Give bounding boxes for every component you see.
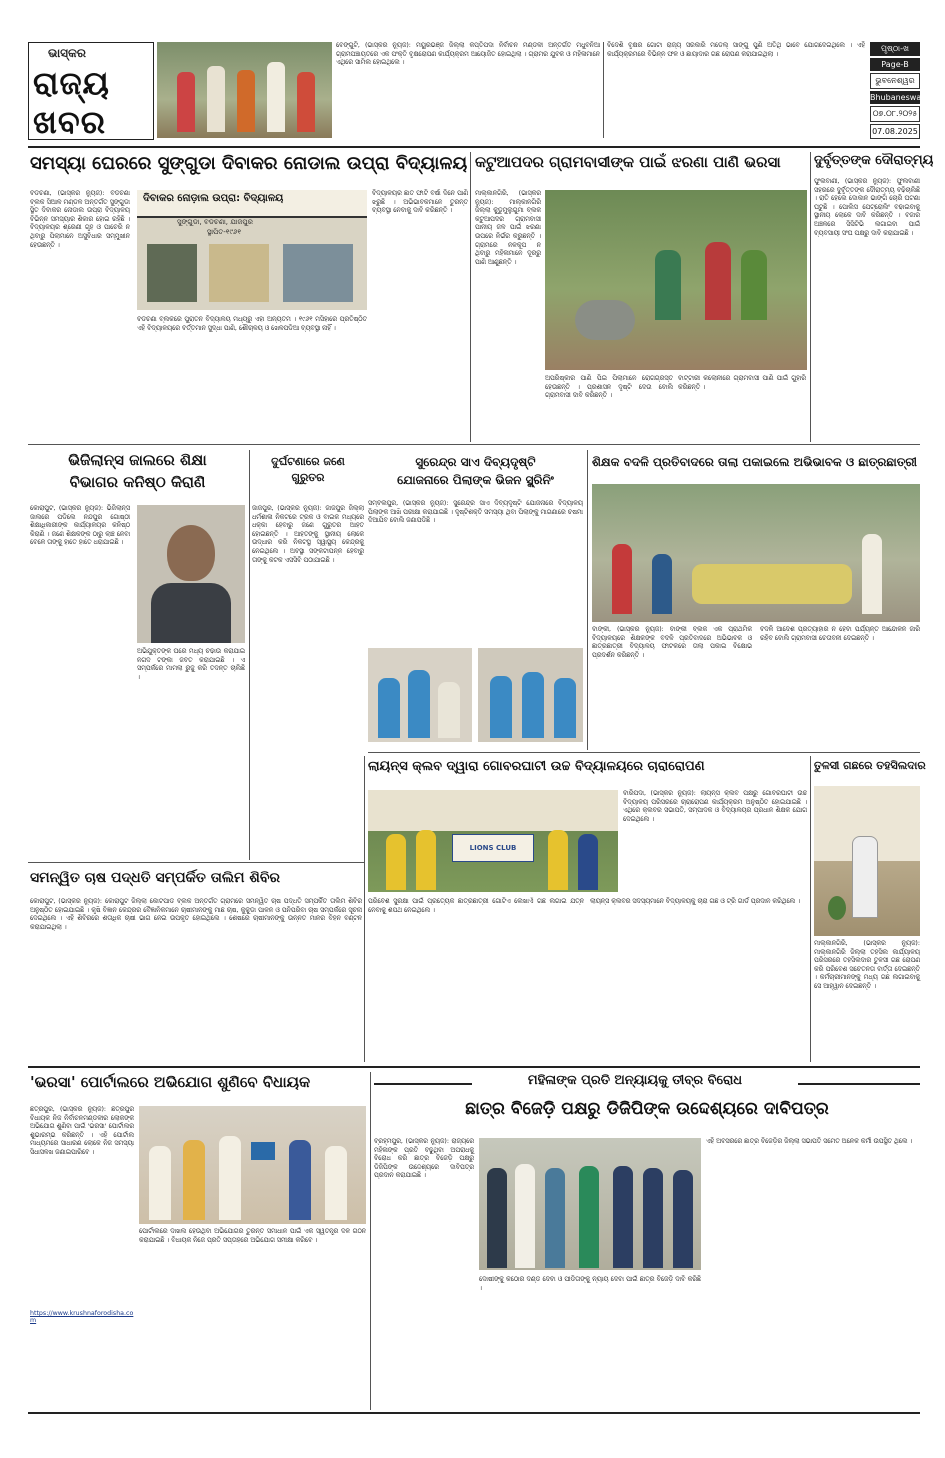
column-rule bbox=[370, 1072, 371, 1410]
article11-col1: ଛତ୍ରପୁର, (ଭାସ୍କର ନ୍ୟୁଜ): ଛତ୍ରପୁର ବିଧାୟକ ନିଜ ନିର୍ବାଚନମଣ୍ଡଳୀର ଲୋକଙ୍କ ଅଭିଯୋଗ ଶୁଣିବା ପାଇଁ 'ଭରସା' ପୋର୍ଟାଲର ଶୁଭାରମ୍ଭ କରିଛନ୍ତି । ଏହି ପୋର୍ଟାଲ ମାଧ୍ୟମରେ ସାଧାରଣ ଲୋକେ ନିଜ ସମସ୍ୟା ସିଧାସଳଖ ଜଣାଇପାରିବେ । bbox=[30, 1106, 134, 1156]
section-rule bbox=[28, 146, 920, 148]
city-en: Bhubaneswar bbox=[870, 93, 925, 102]
signboard-title: ଦିବାକର ନୋଡ଼ାଲ ଉପ୍ରା: ବିଦ୍ୟାଳୟ bbox=[143, 193, 284, 204]
page-label-en: Page-B bbox=[870, 58, 920, 71]
article3-text: ଫୁଲବାଣୀ, (ଭାସ୍କର ନ୍ୟୁଜ): ଫୁଲବାଣୀ ସହରରେ ଦୁର୍ବୃତ୍ତଙ୍କ ଦୌରାତ୍ମ୍ୟ ବଢିଚାଲିଛି । ରାତି ହେଲେ ଦୋକାନ ଭାଙ୍ଗି ଚୋରି ଘଟଣା ଘଟୁଛି । ପୋଲିସ ପେଟ୍ରୋଲିଂ ବଢାଇବାକୁ ସ୍ଥାନୀୟ ଲୋକେ ଦାବି କରିଛନ୍ତି । ବଜାର ଅଞ୍ଚଳରେ ସିସିଟିଭି ଲଗାଇବା ପାଇଁ ବ୍ୟବସାୟୀ ସଂଘ ପକ୍ଷରୁ ଦାବି କରାଯାଇଛି । bbox=[814, 178, 920, 237]
article6-headline-line2: ଯୋଜନାରେ ପିଲାଙ୍କ ଭିଜନ ସ୍କ୍ରିନିଂ bbox=[397, 473, 554, 487]
article12-headline: ଛାତ୍ର ବିଜେଡ଼ି ପକ୍ଷରୁ ଡିଜିପିଙ୍କ ଉଦ୍ଦେଶ୍ୟରେ ଦାବିପତ୍ର bbox=[465, 1099, 829, 1119]
date-en: 07.08.2025 bbox=[870, 124, 920, 139]
article7-col1: ବାଙ୍କୀ, (ଭାସ୍କର ନ୍ୟୁଜ): ବାଙ୍କୀ ବ୍ଲକ ଏକ ପ୍ରାଥମିକ ବିଦ୍ୟାଳୟରେ ଶିକ୍ଷକଙ୍କ ବଦଳି ପ୍ରତିବାଦରେ ଅଭିଭାବକ ଓ ଛାତ୍ରଛାତ୍ରୀ ବିଦ୍ୟାଳୟ ଫାଟକରେ ତାଲା ପକାଇ ବିକ୍ଷୋଭ ପ୍ରଦର୍ଶନ କରିଛନ୍ତି । bbox=[592, 626, 752, 659]
article11-col2: ପୋର୍ଟାଲରେ ଦାଖଲ ହେଉଥିବା ଅଭିଯୋଗର ତୁରନ୍ତ ସମାଧାନ ପାଇଁ ଏକ ସ୍ୱତନ୍ତ୍ର ଦଳ ଗଠନ କରାଯାଇଛି । ବିଧାୟକ ନିଜେ ପ୍ରତି ସପ୍ତାହରେ ଅଭିଯୋଗ ସମୀକ୍ଷା କରିବେ । bbox=[139, 1228, 366, 1244]
masthead-section-line1: ରାଜ୍ୟ bbox=[33, 64, 110, 102]
kicker-rule-right bbox=[798, 1083, 920, 1085]
article9-headline: ତୁଳସୀ ଗଛରେ ତହସିଲଦାର bbox=[814, 759, 926, 772]
column-rule bbox=[810, 756, 811, 1062]
bharasa-portal-link[interactable]: https://www.krushnaforodisha.com bbox=[30, 1310, 134, 1324]
column-rule bbox=[364, 756, 365, 1062]
article4-headline-line1: ଭିଜିଲାନ୍ସ ଜାଲରେ ଶିକ୍ଷା bbox=[68, 451, 207, 469]
article1-headline: ସମସ୍ୟା ଘେରରେ ସୁଙ୍ଗୁଡା ଦିବାକର ନୋଡାଲ ଉପ୍ରା ବିଦ୍ୟାଳୟ bbox=[30, 153, 468, 174]
article6-text: ସମ୍ବଲପୁର, (ଭାସ୍କର ନ୍ୟୁଜ): ସୁରେନ୍ଦ୍ର ସାଏ ଦିବ୍ୟଦୃଷ୍ଟି ଯୋଜନାରେ ବିଦ୍ୟାଳୟ ପିଲାଙ୍କ ଆଖି ପରୀକ୍ଷା କରାଯାଇଛି । ଦୃଷ୍ଟିଶକ୍ତି ସମସ୍ୟା ଥିବା ପିଲାଙ୍କୁ ମାଗଣାରେ ଚଷମା ଦିଆଯିବ ବୋଲି ଜଣାପଡିଛି । bbox=[368, 500, 583, 525]
article7-col2: ବଦଳି ଆଦେଶ ପ୍ରତ୍ୟାହାର ନ ହେବା ପର୍ଯ୍ୟନ୍ତ ଆନ୍ଦୋଳନ ଜାରି ରହିବ ବୋଲି ଗ୍ରାମବାସୀ ଚେତାବନୀ ଦେଇଛନ୍ତି । bbox=[760, 626, 920, 642]
article5-headline-line2: ଗୁରୁତର bbox=[291, 471, 325, 484]
article4-col2: ଅଭିଯୁକ୍ତଙ୍କ ଘରେ ମଧ୍ୟ ଚଢାଉ କରାଯାଇ ନଗଦ ଟଙ୍କା ଜବତ କରାଯାଇଛି । ଏ ସମ୍ପର୍କରେ ମାମଲା ରୁଜୁ କରି ତଦନ୍ତ ଚାଲିଛି । bbox=[137, 648, 245, 681]
column-rule bbox=[603, 42, 604, 138]
article1-col2: ବଡଚଣା ବ୍ଲକରେ ପୁରାତନ ବିଦ୍ୟାଳୟ ମଧ୍ୟରୁ ଏହା ଅନ୍ୟତମ । ୧୯୬୧ ମସିହାରେ ପ୍ରତିଷ୍ଠିତ ଏହି ବିଦ୍ୟାଳୟରେ ବର୍ତ୍ତମାନ ସୁଦ୍ଧା ପାଣି, ଶୌଚାଳୟ ଓ ଖେଳପଡିଆ ବ୍ୟବସ୍ଥା ନାହିଁ । bbox=[137, 316, 367, 332]
vision-screening-photo-right bbox=[478, 648, 583, 742]
kicker-rule-left bbox=[374, 1083, 472, 1085]
masthead-brand: ଭାସ୍କର bbox=[48, 46, 86, 60]
article2-col3: ବାଟ୍ଟାରୀ କଲୋନୀରେ ଗ୍ରାମବାସୀ ପାଣି ପାଇଁ ଗୁହାରି କରିଛନ୍ତି । bbox=[678, 375, 806, 391]
top-strip-col2: ବିଦେଶି ବୃକ୍ଷର ଗୋଟା ରାଜ୍ୟ ସରକାରି ମଡେଲ୍ ସାଙ୍ଗୁ ପୁଣି ଅତିଥି ଭାବେ ଯୋଗଦେଇଥିଲେ । ଏହି କାର୍ଯ୍ୟକ୍ରମରେ ବିଭିନ୍ନ ଫଳ ଓ ଛାୟାଦାର ଗଛ ରୋପଣ କରାଯାଇଥିଲା । bbox=[607, 42, 865, 58]
women-fetching-water-photo bbox=[545, 190, 807, 370]
article2-headline: କଟୁଆପଦର ଗ୍ରାମବାସୀଙ୍କ ପାଇଁ ଝରଣା ପାଣି ଭରସା bbox=[475, 153, 781, 171]
article3-headline: ଦୁର୍ବୃତ୍ତଙ୍କ ଦୌରାତ୍ମ୍ୟ bbox=[814, 153, 934, 168]
signboard-subtitle: ସୁଙ୍ଗୁଡା, ବଡଚଣା, ଯାଜପୁର bbox=[177, 218, 253, 226]
article11-headline: 'ଭରସା' ପୋର୍ଟାଲରେ ଅଭିଯୋଗ ଶୁଣିବେ ବିଧାୟକ bbox=[30, 1073, 311, 1091]
page-info bbox=[870, 42, 925, 141]
article7-headline: ଶିକ୍ଷକ ବଦଳି ପ୍ରତିବାଦରେ ତାଲା ପକାଇଲେ ଅଭିଭାବକ ଓ ଛାତ୍ରଛାତ୍ରୀ bbox=[592, 455, 917, 469]
tree-planting-photo bbox=[157, 42, 332, 138]
article8-col3: ଲାୟନ୍ସ କ୍ଲବର ସଦସ୍ୟମାନେ ବିଦ୍ୟାଳୟକୁ ଚାରା ଗଛ ଓ ଟ୍ରି ଗାର୍ଡ ପ୍ରଦାନ କରିଥିଲେ । bbox=[590, 898, 800, 905]
article8-headline: ଲାୟନ୍ସ କ୍ଲବ ଦ୍ୱାରା ଗୋବରଘାଟୀ ଉଚ୍ଚ ବିଦ୍ୟାଳୟରେ ଚାରାରୋପଣ bbox=[368, 759, 705, 774]
tahasildar-planting-photo bbox=[814, 786, 920, 936]
article6-headline-line1: ସୁରେନ୍ଦ୍ର ସାଏ ଦିବ୍ୟଦୃଷ୍ଟି bbox=[415, 455, 536, 469]
article8-col2: ପରିବେଶ ସୁରକ୍ଷା ପାଇଁ ପ୍ରତ୍ୟେକ ଛାତ୍ରଛାତ୍ରୀ ଗୋଟିଏ ଲେଖାଏଁ ଗଛ ଲଗାଇ ଯତ୍ନ ନେବାକୁ ଶପଥ ନେଇଥିଲେ । bbox=[368, 898, 584, 914]
city-or: ଭୁବନେଶ୍ୱର bbox=[870, 73, 920, 89]
section-rule bbox=[28, 444, 920, 445]
article4-col1: କୋରାପୁଟ, (ଭାସ୍କର ନ୍ୟୁଜ): ଭିଜିଲାନ୍ସ ଜାଲରେ ପଡିଲେ ନନ୍ଦପୁର ଗୋଷ୍ଠୀ ଶିକ୍ଷାଧିକାରୀଙ୍କ କାର୍ଯ୍ୟାଳୟର କନିଷ୍ଠ କିରାଣି । ଜଣେ ଶିକ୍ଷକଙ୍କ ଠାରୁ ଲାଞ୍ଚ ନେବା ବେଳେ ତାଙ୍କୁ ହାତେ ହାତେ ଧରାଯାଇଛି । bbox=[30, 505, 130, 547]
article12-kicker: ମହିଳାଙ୍କ ପ୍ରତି ଅନ୍ୟାୟକୁ ତୀବ୍ର ବିରୋଧ bbox=[527, 1073, 743, 1088]
article5-text: ଜାଜପୁର, (ଭାସ୍କର ନ୍ୟୁଜ): ଜାଜପୁର ଜିଲ୍ଲା ଧର୍ମଶାଳା ନିକଟରେ ଟ୍ରକ ଓ ବାଇକ ମଧ୍ୟରେ ଧକ୍କା ହେବାରୁ ଜଣେ ଗୁରୁତର ଆହତ ହୋଇଛନ୍ତି । ଆହତଙ୍କୁ ସ୍ଥାନୀୟ ଲୋକେ ଉଦ୍ଧାର କରି ନିକଟସ୍ଥ ସ୍ୱାସ୍ଥ୍ୟ କେନ୍ଦ୍ରକୁ ନେଇଥିଲେ । ଅବସ୍ଥା ସଙ୍କଟାପନ୍ନ ହେବାରୁ ତାଙ୍କୁ କଟକ ଏସସିବି ପଠାଯାଇଛି । bbox=[252, 505, 364, 564]
date-or: ୦୭.୦୮.୨୦୨୫ bbox=[870, 106, 920, 122]
masthead-section-line2: ଖବର bbox=[33, 103, 107, 141]
column-rule bbox=[587, 450, 588, 750]
signboard-year: ସ୍ଥାପିତ-୧୯୬୧ bbox=[207, 228, 241, 236]
article5-headline-line1: ଦୁର୍ଘଟଣାରେ ଜଣେ bbox=[271, 455, 345, 468]
lions-club-plantation-photo bbox=[368, 790, 618, 892]
page-bottom-rule bbox=[28, 1412, 920, 1414]
school-protest-photo bbox=[592, 484, 920, 622]
page-label-or: ପୃଷ୍ଠା-ଖ bbox=[870, 42, 920, 56]
column-rule bbox=[810, 152, 811, 442]
article8-col1: ବାରିପଦା, (ଭାସ୍କର ନ୍ୟୁଜ): ଲାୟନ୍ସ କ୍ଲବ ପକ୍ଷରୁ ଗୋବରଘାଟୀ ଉଚ୍ଚ ବିଦ୍ୟାଳୟ ପରିସରରେ ଚାରାରୋପଣ କାର୍ଯ୍ୟକ୍ରମ ଅନୁଷ୍ଠିତ ହୋଇଯାଇଛି । ଏଥିରେ କ୍ଲବର ସଭାପତି, ସମ୍ପାଦକ ଓ ବିଦ୍ୟାଳୟର ପ୍ରଧାନ ଶିକ୍ଷକ ଯୋଗ ଦେଇଥିଲେ । bbox=[623, 790, 807, 823]
article2-col2: ଅପରିଷ୍କାର ପାଣି ପିଇ ପିଲାମାନେ ରୋଗଗ୍ରସ୍ତ ହେଉଛନ୍ତି । ପ୍ରଶାସନ ଦୃଷ୍ଟି ଦେଉ ବୋଲି ଗ୍ରାମବାସୀ ଦାବି କରିଛନ୍ତି । bbox=[545, 375, 673, 400]
column-rule bbox=[249, 450, 250, 860]
school-signboard-photo bbox=[137, 190, 367, 310]
section-rule bbox=[28, 862, 364, 863]
article12-col1: ବ୍ରହ୍ମପୁର, (ଭାସ୍କର ନ୍ୟୁଜ): ରାଜ୍ୟରେ ମହିଳାଙ୍କ ପ୍ରତି ବଢୁଥିବା ଅପରାଧକୁ ବିରୋଧ କରି ଛାତ୍ର ବିଜେଡ଼ି ପକ୍ଷରୁ ଡିଜିପିଙ୍କ ଉଦ୍ଦେଶ୍ୟରେ ଦାବିପତ୍ର ପ୍ରଦାନ କରାଯାଇଛି । bbox=[374, 1138, 474, 1180]
column-rule bbox=[470, 152, 471, 442]
article12-col3: ଏହି ଅବସରରେ ଛାତ୍ର ବିଜେଡ଼ିର ଜିଲ୍ଲା ସଭାପତି ସମେତ ଅନେକ କର୍ମୀ ଉପସ୍ଥିତ ଥିଲେ । bbox=[706, 1138, 913, 1145]
article12-col2: ଦୋଷୀଙ୍କୁ କଠୋର ଦଣ୍ଡ ଦେବା ଓ ପୀଡିତାଙ୍କୁ ନ୍ୟାୟ ଦେବା ପାଇଁ ଛାତ୍ର ବିଜେଡ଼ି ଦାବି କରିଛି । bbox=[479, 1276, 701, 1292]
article1-col3: ବିଦ୍ୟାଳୟର ଛାତ ଫାଟି ବର୍ଷା ଦିନେ ପାଣି ଝରୁଛି । ଅଭିଭାବକମାନେ ତୁରନ୍ତ ବ୍ୟବସ୍ଥା ନେବାକୁ ଦାବି କରିଛନ୍ତି । bbox=[372, 190, 468, 215]
article10-text: କୋରାପୁଟ, (ଭାସ୍କର ନ୍ୟୁଜ): କୋରାପୁଟ ଜିଲ୍ଲା କୋଟପାଡ ବ୍ଲକ ଅନ୍ତର୍ଗତ ଗ୍ରାମରେ ସମନ୍ୱିତ ଚାଷ ପଦ୍ଧତି ସମ୍ପର୍କିତ ତାଲିମ ଶିବିର ଅନୁଷ୍ଠିତ ହୋଇଯାଇଛି । କୃଷି ବିଜ୍ଞାନ କେନ୍ଦ୍ରର ବୈଜ୍ଞାନିକମାନେ ଚାଷୀମାନଙ୍କୁ ମାଛ ଚାଷ, କୁକୁଡା ପାଳନ ଓ ପନିପରିବା ଚାଷ ସମ୍ପର୍କରେ ସୂଚନା ଦେଇଥିଲେ । ଏହି ଶିବିରରେ ଶତାଧିକ ଚାଷୀ ଭାଗ ନେଇ ଉପକୃତ ହୋଇଥିଲେ । ଶେଷରେ ଚାଷୀମାନଙ୍କୁ ଉନ୍ନତ ମାନର ବିହନ ବଣ୍ଟନ କରାଯାଇଥିଲା । bbox=[30, 898, 362, 931]
section-rule bbox=[28, 1066, 920, 1068]
article2-col1: ମାଲ୍କାନଗିରି, (ଭାସ୍କର ନ୍ୟୁଜ): ମାଲ୍କାନଗିରି ଜିଲ୍ଲା କୁଡୁମୁଲୁଗୁମା ବ୍ଲକ କଟୁଆପଦର ଗ୍ରାମବାସୀ ପାନୀୟ ଜଳ ପାଇଁ ଝରଣା ଉପରେ ନିର୍ଭର କରୁଛନ୍ତି । ଗ୍ରାମରେ ନଳକୂପ ନ ଥିବାରୁ ମହିଳାମାନେ ଦୂରରୁ ପାଣି ଆଣୁଛନ୍ତି । bbox=[475, 190, 541, 266]
article4-headline-line2: ବିଭାଗର କନିଷ୍ଠ କିରାଣି bbox=[69, 473, 206, 491]
memorandum-submission-photo bbox=[479, 1138, 701, 1270]
article1-col1: ବଡଚଣା, (ଭାସ୍କର ନ୍ୟୁଜ): ବଡଚଣା ବ୍ଲକ ସିଆଳ ମଣ୍ଡଳ ଅନ୍ତର୍ଗତ ସୁଙ୍ଗୁଡା ସ୍ଥିତ ଦିବାକର ନୋଡାଲ ଉପ୍ରା ବିଦ୍ୟାଳୟ ବିଭିନ୍ନ ସମସ୍ୟାର ଶିକାର ହୋଇ ରହିଛି । ବିଦ୍ୟାଳୟର ଶ୍ରେଣୀ ଗୃହ ଓ ପାଚେରି ନ ଥିବାରୁ ପିଲାମାନେ ଅସୁବିଧାର ସମ୍ମୁଖୀନ ହେଉଛନ୍ତି । bbox=[30, 190, 130, 249]
vision-screening-photo-left bbox=[368, 648, 472, 742]
portal-launch-photo bbox=[139, 1106, 366, 1224]
lions-club-banner: LIONS CLUB bbox=[452, 834, 534, 862]
section-rule bbox=[368, 752, 920, 753]
top-strip-col1: ବେଙ୍ଗୁଟି, (ଭାସ୍କର ନ୍ୟୁଜ): ମୟୁରଭଞ୍ଜ ଜିଲ୍ଲା କପ୍ତିପଦା ନିର୍ବାଚନ ମଣ୍ଡଳୀ ଅନ୍ତର୍ଗତ ମଧୁବନିଆ ଗ୍ରାମପଞ୍ଚାୟତରେ ଏକ ପଂକ୍ତି ବୃକ୍ଷରୋପଣ କାର୍ଯ୍ୟକ୍ରମ ଆୟୋଜିତ ହୋଇଥିଲା । ଗ୍ରାମର ଯୁବକ ଓ ମହିଳାମାନେ ଏଥିରେ ସାମିଲ ହୋଇଥିଲେ । bbox=[336, 42, 600, 67]
article9-text: ମାଲ୍କାନଗିରି, (ଭାସ୍କର ନ୍ୟୁଜ): ମାଲ୍କାନଗିରି ଜିଲ୍ଲା ତହସିଲ କାର୍ଯ୍ୟାଳୟ ପରିସରରେ ତହସିଲଦାର ତୁଳସୀ ଗଛ ରୋପଣ କରି ପରିବେଶ ସଚେତନତା ବାର୍ତ୍ତା ଦେଇଛନ୍ତି । କର୍ମଚାରୀମାନଙ୍କୁ ମଧ୍ୟ ଗଛ ଲଗାଇବାକୁ ସେ ଆହ୍ୱାନ ଦେଇଛନ୍ତି । bbox=[814, 940, 920, 990]
accused-clerk-photo bbox=[137, 505, 245, 643]
article10-headline: ସମନ୍ୱିତ ଚାଷ ପଦ୍ଧତି ସମ୍ପର୍କିତ ତାଲିମ ଶିବିର bbox=[30, 870, 280, 886]
